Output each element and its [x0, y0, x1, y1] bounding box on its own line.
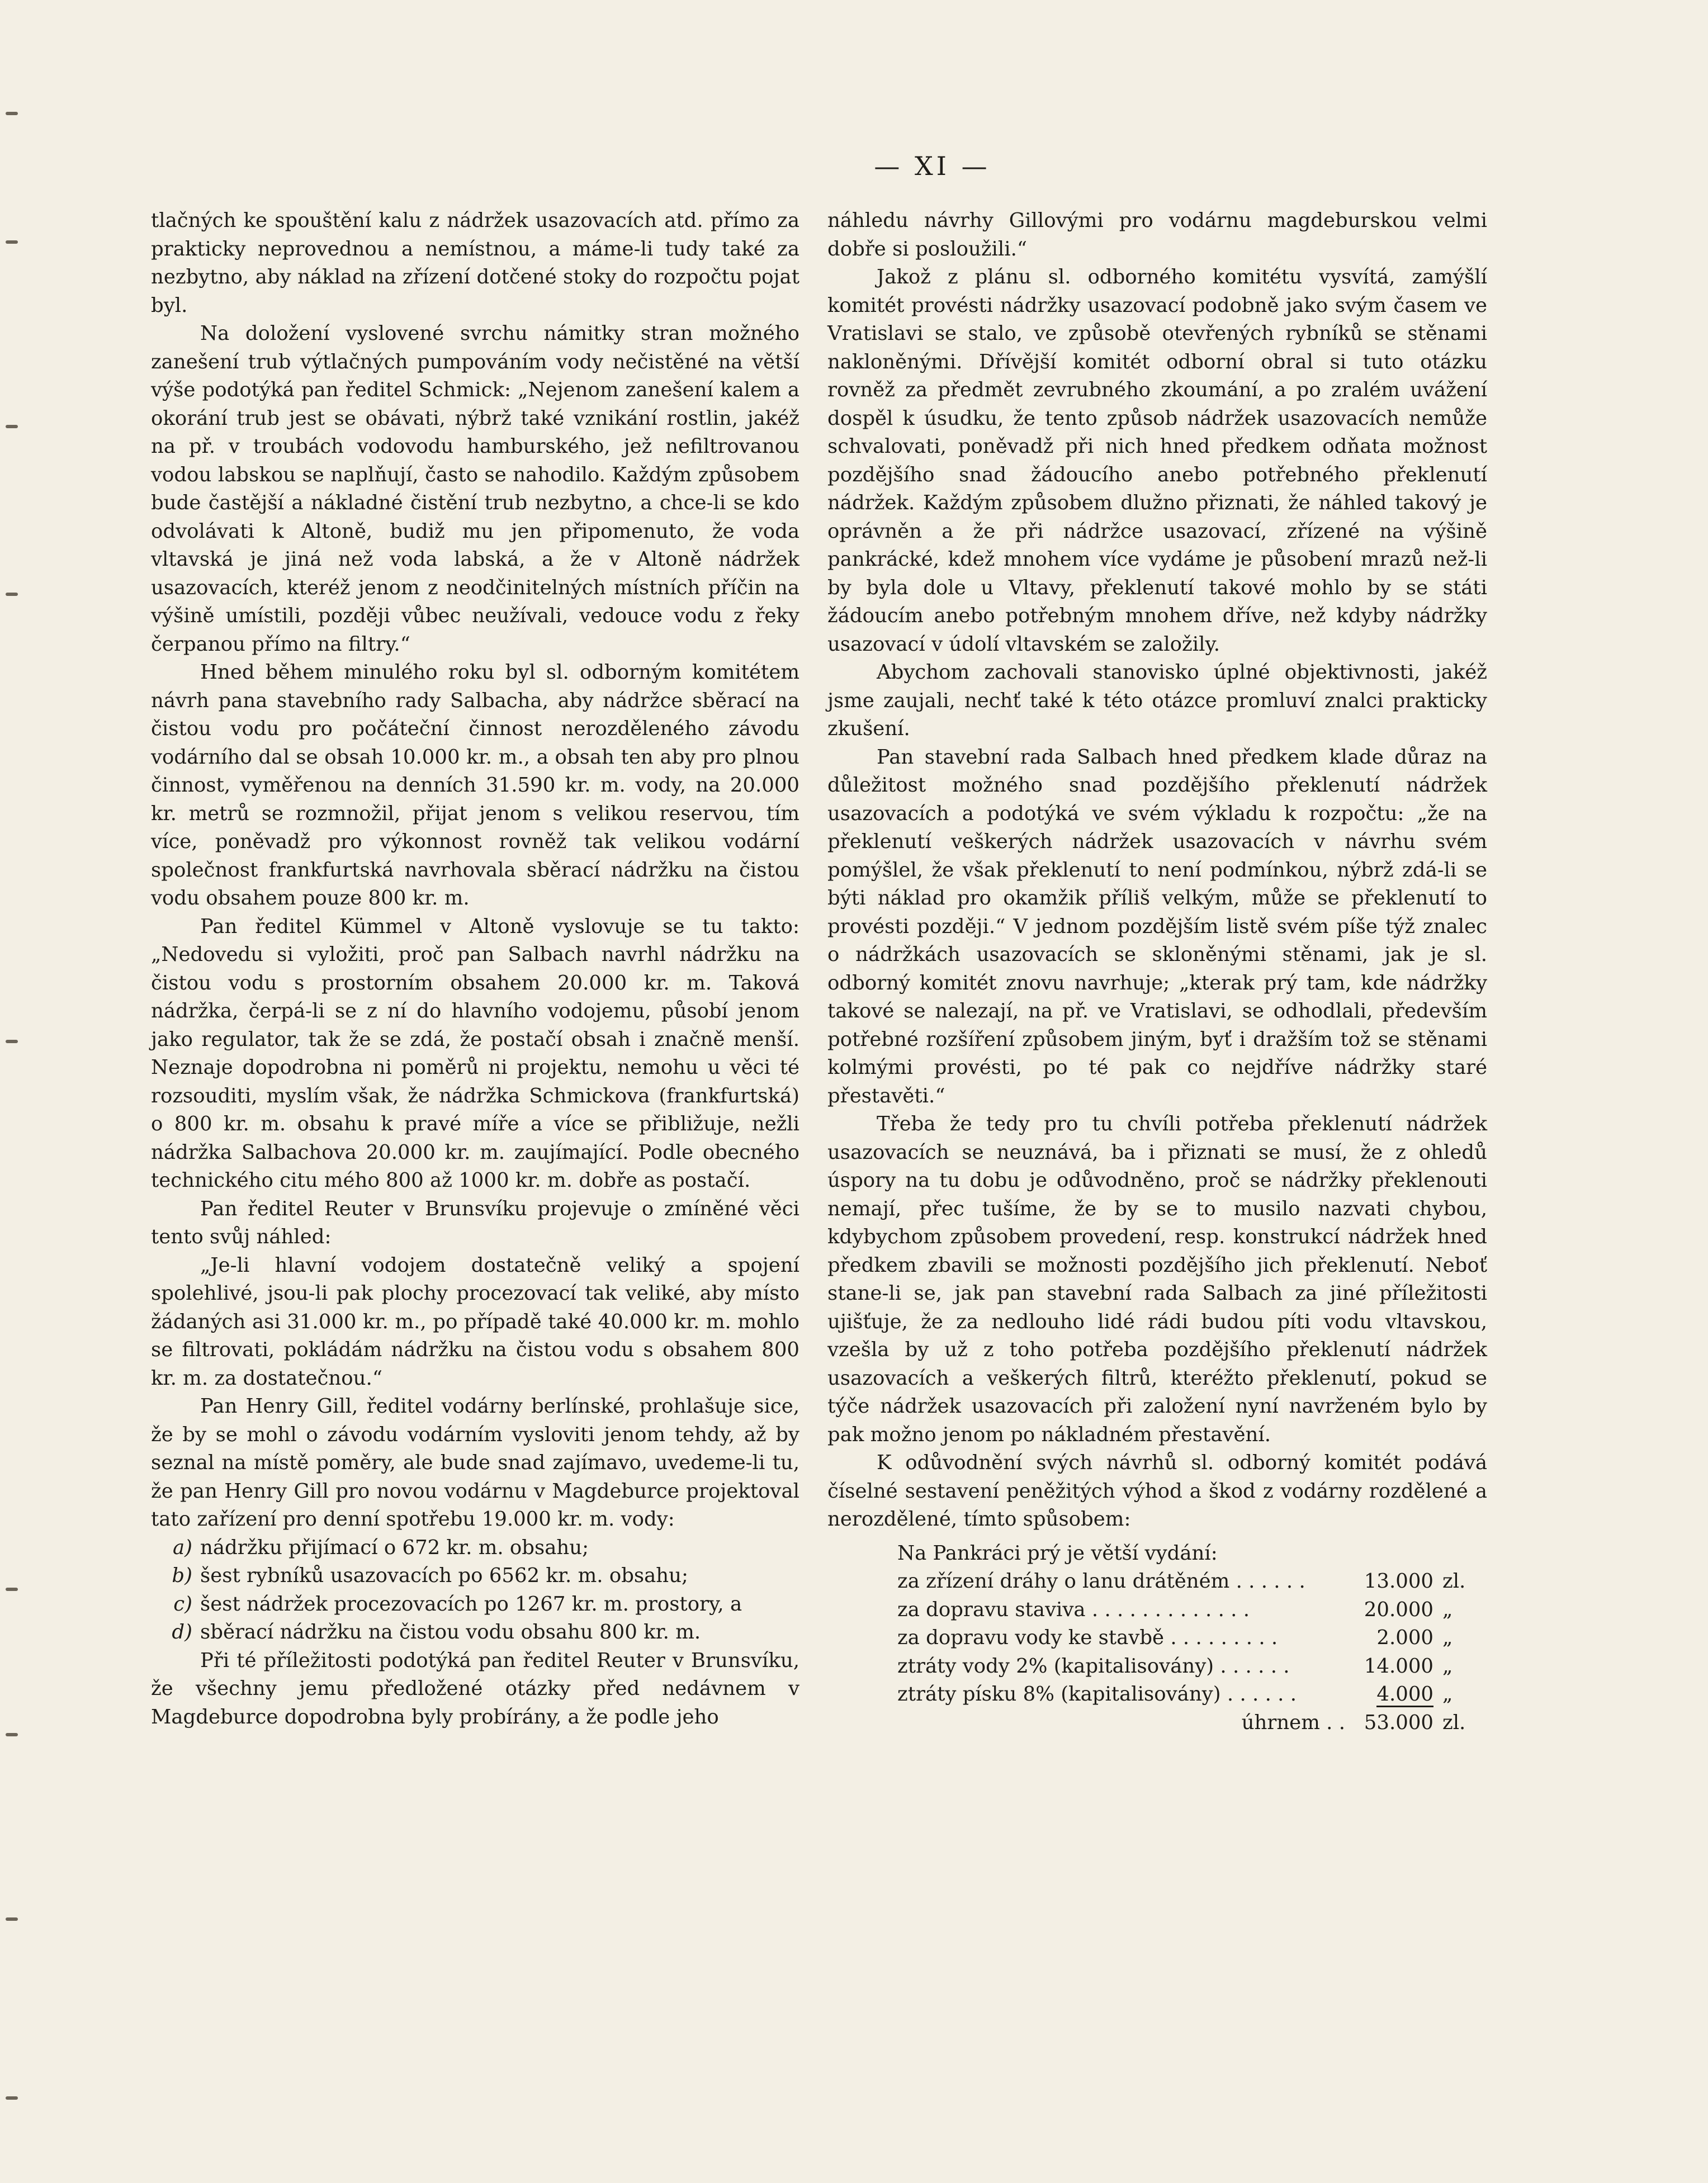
paragraph: Pan ředitel Reuter v Brunsvíku projevuje o zmíněné věci tento svůj náhled: [151, 1197, 799, 1248]
list-item [151, 1590, 799, 1619]
page-number: — XI — [874, 151, 991, 181]
list-item-marker: b) [172, 1564, 192, 1587]
cost-row-unit: „ [1442, 1683, 1453, 1706]
cost-table-heading: Na Pankráci prý je větší vydání: [897, 1541, 1218, 1565]
cost-table-row [827, 1624, 1487, 1652]
paragraph: Pan Henry Gill, ředitel vodárny berlínské, prohlašuje sice, že by se mohl o závodu vodárním vysloviti jenom tehdy, až by seznal na místě poměry, ale bude snad zajímavo, uvedeme-li tu, že pan Henry Gill pro novou vodárnu v Magdeburce projektoval tato zařízení pro denní spotřebu 19.000 kr. m. vody: [151, 1395, 799, 1531]
right-column [827, 207, 1487, 1737]
paragraph: Třeba že tedy pro tu chvíli potřeba překlenutí nádržek usazovacích se neuznává, ba i přiznati se musí, že z ohledů úspory na tu dobu je odůvodněno, proč se nádržky překlenouti nemají, přec tušíme, že by se to musilo nazvati chybou, kdybychom způsobem provedení, resp. konstrukcí nádržek hned předkem zbavili se možnosti pozdějšího jich překlenutí. Neboť stane-li se, jak pan stavební rada Salbach za jiné příležitosti ujišťuje, že za nedlouho lidé rádi budou píti vodu vltavskou, vzešla by už z toho potřeba pozdějšího překlenutí nádržek usazovacích a veškerých filtrů, kteréžto překlenutí, pokud se týče nádržek usazovacích při založení nyní navrženém bylo by pak možno jenom po nákladném přestavění. [827, 1112, 1487, 1446]
paragraph: Při té příležitosti podotýká pan ředitel Reuter v Brunsvíku, že všechny jemu předložené otázky před nedávnem v Magdeburce dopodrobna byly probírány, a že podle jeho [151, 1649, 799, 1729]
list-item-text: šest rybníků usazovacích po 6562 kr. m. obsahu; [200, 1564, 688, 1587]
list-item-text: sběrací nádržku na čistou vodu obsahu 800 kr. m. [200, 1621, 701, 1644]
paragraph: Hned během minulého roku byl sl. odborným komitétem návrh pana stavebního rady Salbacha, aby nádržce sběrací na čistou vodu pro počáteční činnost nerozděleného závodu vodárního dal se obsah 10.000 kr. m., a obsah ten aby pro plnou činnost, vyměřenou na denních 31.590 kr. m. vody, na 20.000 kr. metrů se rozmnožil, přijat jenom s velikou reservou, tím více, poněvadž pro výkonnost rovněž tak velikou vodární společnost frankfurtská navrhovala sběrací nádržku na čistou vodu obsahem pouze 800 kr. m. [151, 661, 799, 910]
paragraph: K odůvodnění svých návrhů sl. odborný komitét podává číselné sestavení peněžitých výhod a škod z vodárny rozdělené a nerozdělené, tímto spůsobem: [827, 1451, 1487, 1531]
right-column-text [827, 207, 1487, 1534]
paragraph: Abychom zachovali stanovisko úplné objektivnosti, jakéž jsme zaujali, nechť také k této otázce promluví znalci prakticky zkušení. [827, 661, 1487, 740]
list-item [151, 1534, 799, 1562]
list-item-marker: d) [172, 1621, 192, 1644]
cost-row-unit: „ [1442, 1598, 1453, 1621]
cost-table-row [827, 1680, 1487, 1709]
cost-total-label: úhrnem . . [1241, 1711, 1345, 1734]
cost-row-label: ztráty vody 2% (kapitalisovány) . . . . . . [897, 1654, 1290, 1678]
paragraph: Na doložení vyslovené svrchu námitky stran možného zanešení trub výtlačných pumpováním vody nečistěné na větší výše podotýká pan ředitel Schmick: „Nejenom zanešení kalem a okorání trub jest se obávati, nýbrž také vznikání rostlin, jakéž na př. v troubách vodovodu hamburského, jež nefiltrovanou vodou labskou se naplňují, často se nahodilo. Každým způsobem bude častější a nákladné čistění trub nezbytno, a chce-li se kdo odvolávati k Altoně, budiž mu jen připomenuto, že voda vltavská je jiná než voda labská, a že v Altoně nádržek usazovacích, kteréž jenom z neodčinitelných místních příčin na výšině umístili, později vůbec neužívali, vedouce vodu z řeky čerpanou přímo na filtry.“ [151, 322, 799, 656]
paragraph: Pan stavební rada Salbach hned předkem klade důraz na důležitost možného snad pozdějšího překlenutí nádržek usazovacích a podotýká ve svém výkladu k rozpočtu: „že na překlenutí veškerých nádržek usazovacích v návrhu svém pomýšlel, že však překlenutí to není podmínkou, nýbrž zdá-li se býti náklad pro okamžik příliš velkým, může se překlenutí to provésti později.“ V jednom pozdějším listě svém píše týž znalec o nádržkách usazovacích se skloněnými stěnami, jak je sl. odborný komitét znovu navrhuje; „kterak prý tam, kde nádržky takové se nalezají, na př. ve Vratislavi, se odhodlali, především potřebné rozšíření způsobem jiným, byť i dražším tož se stěnami kolmými provésti, po té pak co nejdříve nádržky staré přestavěti.“ [827, 745, 1487, 1107]
cost-row-value: 4.000 [1376, 1683, 1433, 1707]
continued-paragraph: náhledu návrhy Gillovými pro vodárnu magdeburskou velmi dobře si posloužili.“ [827, 209, 1487, 261]
list-item [151, 1618, 799, 1647]
cost-row-unit: „ [1442, 1654, 1453, 1678]
cost-row-label: ztráty písku 8% (kapitalisovány) . . . . . . [897, 1683, 1297, 1706]
paragraph: Pan ředitel Kümmel v Altoně vyslovuje se tu takto: „Nedovedu si vyložiti, proč pan Salbach navrhl nádržku na čistou vodu s prostorním obsahem 20.000 kr. m. Taková nádržka, čerpá-li se z ní do hlavního vodojemu, působí jenom jako regulator, tak že se zdá, že postačí obsah i značně menší. Neznaje dopodrobna ni poměrů ni projektu, nemohu u věci té rozsouditi, myslím však, že nádržka Schmickova (frankfurtská) o 800 kr. m. obsahu k pravé míře a více se přibližuje, nežli nádržka Salbachova 20.000 kr. m. zaujímající. Podle obecného technického citu mého 800 až 1000 kr. m. dobře as postačí. [151, 915, 799, 1192]
list-item-marker: a) [172, 1536, 192, 1559]
list-item-marker: c) [173, 1592, 192, 1616]
scan-margin-marks [0, 0, 34, 2183]
continued-paragraph: tlačných ke spouštění kalu z nádržek usazovacích atd. přímo za prakticky neprovednou a nemístnou, a máme-li tudy také za nezbytno, aby náklad na zřízení dotčené stoky do rozpočtu pojat byl. [151, 209, 799, 317]
cost-row-unit: zl. [1442, 1570, 1466, 1593]
cost-row-value: 13.000 [1364, 1570, 1433, 1593]
list-item-text: šest nádržek procezovacích po 1267 kr. m. prostory, a [200, 1592, 742, 1616]
list-item [151, 1562, 799, 1590]
cost-row-value: 2.000 [1376, 1626, 1433, 1649]
cost-table-total [827, 1709, 1487, 1737]
cost-row-unit: „ [1442, 1626, 1453, 1649]
cost-table [827, 1540, 1487, 1737]
paragraph: Jakož z plánu sl. odborného komitétu vysvítá, zamýšlí komitét provésti nádržky usazovací podobně jako svým časem ve Vratislavi se stalo, ve způsobě otevřených rybníků se stěnami nakloněnými. Dřívější komitét odborní obral si tuto otázku rovněž za předmět zevrubného zkoumání, a po zralém uvážení dospěl k úsudku, že tento způsob nádržek usazovacích nemůže schvalovati, poněvadž při nich hned předkem odňata možnost pozdějšího snad žádoucího anebo potřebného překlenutí nádržek. Každým způsobem dlužno přiznati, že náhled takový je oprávněn a že při nádržce usazovací, zřízené na výšině pankrácké, kdež mnohem více vydáme je působení mrazů než-li by byla dole u Vltavy, překlenutí takové mohlo by se státi žádoucím anebo potřebným mnohem dříve, než kdyby nádržky usazovací v údolí vltavském se založily. [827, 266, 1487, 656]
cost-row-value: 14.000 [1364, 1654, 1433, 1678]
cost-table-row [827, 1652, 1487, 1681]
list-item-text: nádržku přijímací o 672 kr. m. obsahu; [200, 1536, 589, 1559]
cost-table-row [827, 1568, 1487, 1596]
cost-total-value: 53.000 [1364, 1711, 1433, 1734]
cost-row-value: 20.000 [1364, 1598, 1433, 1621]
paragraph: „Je-li hlavní vodojem dostatečně veliký a spojení spolehlivé, jsou-li pak plochy procezovací tak veliké, aby místo žádaných asi 31.000 kr. m., po případě také 40.000 kr. m. mohlo se filtrovati, pokládám nádržku na čistou vodu s obsahem 800 kr. m. za dostatečnou.“ [151, 1253, 799, 1390]
cost-row-label: za dopravu vody ke stavbě . . . . . . . . . [897, 1626, 1278, 1649]
cost-total-unit: zl. [1442, 1711, 1466, 1734]
left-column [151, 207, 799, 1731]
cost-table-row [827, 1596, 1487, 1625]
cost-row-label: za zřízení dráhy o lanu drátěném . . . . . . [897, 1570, 1305, 1593]
cost-row-label: za dopravu staviva . . . . . . . . . . . . . [897, 1598, 1250, 1621]
